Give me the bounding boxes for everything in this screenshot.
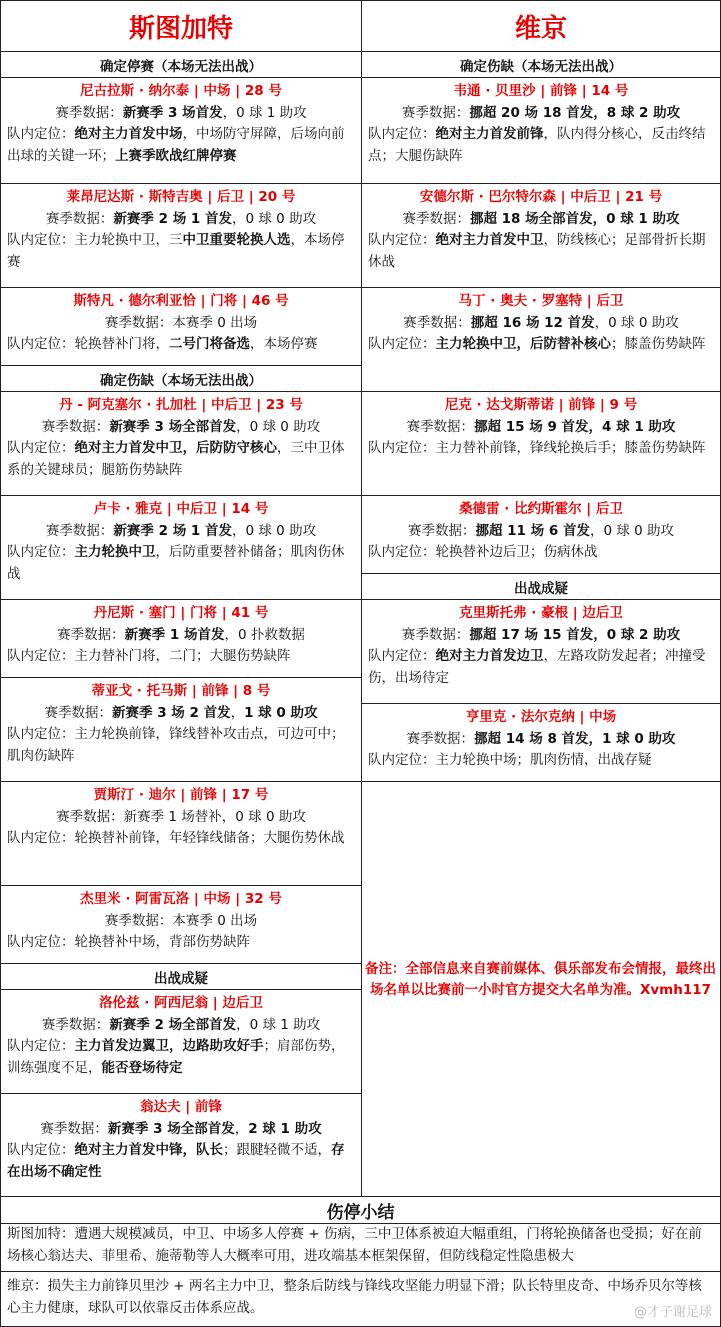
player-card [1,184,361,288]
right-team-title: 维京 [362,1,720,52]
player-role: 队内定位：主力轮换中卫，三中卫重要轮换人选，本场停赛 [7,232,345,270]
player-name: 桑德雷 · 比约斯霍尔 | 后卫 [459,501,623,517]
right-section-injured: 确定伤缺（本场无法出战） [362,52,720,78]
player-name: 马丁 · 奥夫 · 罗塞特 | 后卫 [458,293,624,309]
left-section-suspended: 确定停赛（本场无法出战） [1,52,361,78]
player-name: 翁达夫 | 前锋 [140,1099,222,1115]
summary-title: 伤停小结 [1,1196,720,1224]
player-stats: 赛季数据：新赛季 2 场 1 首发，0 球 0 助攻 [45,210,317,227]
left-section-doubtful: 出战成疑 [1,964,361,990]
player-stats: 赛季数据：新赛季 3 场 2 首发，1 球 0 助攻 [44,704,318,721]
player-role: 队内定位：轮换替补前锋，年轻锋线储备；大腿伤势休战 [7,830,345,846]
player-role: 队内定位：主力首发边翼卫，边路助攻好手；肩部伤势，训练强度不足，能否登场待定 [7,1038,345,1076]
player-role: 队内定位：绝对主力首发中锋，队长；跟腱轻微不适，存在出场不确定性 [7,1142,345,1180]
left-team-title: 斯图加特 [1,1,361,52]
player-name: 蒂亚戈 · 托马斯 | 前锋 | 8 号 [91,683,271,699]
summary-viking: 维京：损失主力前锋贝里沙 + 两名主力中卫，整条后防线与锋线攻坚能力明显下滑；队长特里皮奇、中场乔贝尔等核心主力健康，球队可以依靠反击体系应战。 [7,1278,702,1316]
player-role: 队内定位：绝对主力首发中场，中场防守屏障，后场向前出球的关键一环；上赛季欧战红牌停赛 [7,126,345,164]
player-name: 杰里米 · 阿雷瓦洛 | 中场 | 32 号 [80,891,282,907]
player-card [362,184,720,288]
player-role: 队内定位：绝对主力首发中卫，防线核心；足部骨折长期休战 [368,232,706,270]
player-role: 队内定位：绝对主力首发中卫，后防防守核心，三中卫体系的关键球员；腿筋伤势缺阵 [7,440,345,478]
player-role: 队内定位：主力替补门将，二门；大腿伤势缺阵 [7,648,291,664]
player-card [362,78,720,184]
player-role: 队内定位：主力替补前锋，锋线轮换后手；膝盖伤势缺阵 [368,440,706,456]
player-stats: 赛季数据：挪超 11 场 6 首发，0 球 0 助攻 [407,522,675,539]
player-card [362,392,720,496]
player-stats: 赛季数据：挪超 14 场 8 首发，1 球 0 助攻 [406,730,676,747]
player-role: 队内定位：轮换替补中场，背部伤势缺阵 [7,934,250,950]
player-role: 队内定位：主力轮换中卫，后防替补核心；膝盖伤势缺阵 [368,336,706,352]
player-name: 尼古拉斯 · 纳尔泰 | 中场 | 28 号 [80,83,282,99]
player-name: 莱昂尼达斯 · 斯特吉奥 | 后卫 | 20 号 [66,189,296,205]
player-name: 丹 - 阿克塞尔 · 扎加杜 | 中后卫 | 23 号 [59,397,303,413]
player-card [1,288,361,366]
player-role: 队内定位：绝对主力首发前锋，队内得分核心，反击终结点；大腿伤缺阵 [368,126,706,164]
player-name: 贾斯汀 · 迪尔 | 前锋 | 17 号 [93,787,269,803]
player-stats: 赛季数据：新赛季 3 场首发，0 球 1 助攻 [55,104,307,121]
player-card [1,496,361,600]
player-stats: 赛季数据：新赛季 2 场 1 首发，0 球 0 助攻 [45,522,317,539]
player-card [362,600,720,704]
player-card [1,600,361,678]
player-name: 尼克 · 达戈斯蒂诺 | 前锋 | 9 号 [444,397,638,413]
player-name: 安德尔斯 · 巴尔特尔森 | 中后卫 | 21 号 [419,189,663,205]
player-stats: 赛季数据：新赛季 3 场全部首发，0 球 0 助攻 [41,418,321,435]
player-role: 队内定位：主力轮换前锋，锋线替补攻击点，可边可中；肌肉伤缺阵 [7,726,345,764]
player-role: 队内定位：绝对主力首发边卫，左路攻防发起者；冲撞受伤，出场待定 [368,648,706,686]
player-name: 丹尼斯 · 塞门 | 门将 | 41 号 [93,605,269,621]
player-role: 队内定位：轮换替补门将，二号门将备选，本场停赛 [7,336,318,352]
player-role: 队内定位：主力轮换中卫，后防重要替补储备；肌肉伤休战 [7,544,345,582]
player-card [362,704,720,782]
player-stats: 赛季数据：本赛季 0 出场 [104,912,258,929]
player-name: 洛伦兹 · 阿西尼翁 | 边后卫 [99,995,263,1011]
player-card [1,392,361,496]
player-name: 斯特凡 · 德尔利亚恰 | 门将 | 46 号 [73,293,289,309]
player-stats: 赛季数据：挪超 16 场 12 首发，0 球 0 助攻 [403,314,679,331]
player-stats: 赛季数据：挪超 17 场 15 首发，0 球 2 助攻 [401,626,681,643]
watermark: @才子谢足球 [633,1305,712,1320]
player-stats: 赛季数据：挪超 15 场 9 首发，4 球 1 助攻 [406,418,676,435]
player-name: 卢卡 · 雅克 | 中后卫 | 14 号 [93,501,269,517]
player-role: 队内定位：主力轮换中场；肌肉伤情，出战存疑 [368,752,652,768]
player-role: 队内定位：轮换替补边后卫；伤病休战 [368,544,598,560]
player-stats: 赛季数据：本赛季 0 出场 [104,314,258,331]
player-card [362,496,720,574]
player-name: 亨里克 · 法尔克纳 | 中场 [465,709,617,725]
player-card [1,990,361,1094]
player-stats: 赛季数据：新赛季 1 场替补，0 球 0 助攻 [56,808,306,825]
player-card [1,1094,361,1196]
player-stats: 赛季数据：挪超 20 场 18 首发，8 球 2 助攻 [401,104,681,121]
summary-divider [1,1271,720,1272]
player-card [1,678,361,782]
player-card [1,886,361,964]
left-section-injured: 确定伤缺（本场无法出战） [1,366,361,392]
player-name: 韦通 · 贝里沙 | 前锋 | 14 号 [453,83,629,99]
player-name: 克里斯托弗 · 豪根 | 边后卫 [459,605,623,621]
summary-stuttgart: 斯图加特：遭遇大规模减员，中卫、中场多人停赛 + 伤病，三中卫体系被迫大幅重组，门将轮换储备也受损；好在前场核心翁达夫、菲里希、施蒂勒等人大概率可用，进攻端基本框架保留，但防线稳定性隐患极大 [7,1226,702,1264]
player-stats: 赛季数据：新赛季 3 场全部首发，2 球 1 助攻 [40,1120,322,1137]
player-card [1,78,361,184]
player-stats: 赛季数据：挪超 18 场全部首发，0 球 1 助攻 [402,210,680,227]
right-section-doubtful: 出战成疑 [362,574,720,600]
player-stats: 赛季数据：新赛季 1 场首发，0 扑救数据 [57,626,305,643]
player-card [362,288,720,392]
player-stats: 赛季数据：新赛季 2 场全部首发，0 球 1 助攻 [41,1016,321,1033]
player-card [1,782,361,886]
note-text: 备注：全部信息来自赛前媒体、俱乐部发布会情报，最终出场名单以比赛前一小时官方提交大名单为准。Xvmh117 [365,961,716,998]
